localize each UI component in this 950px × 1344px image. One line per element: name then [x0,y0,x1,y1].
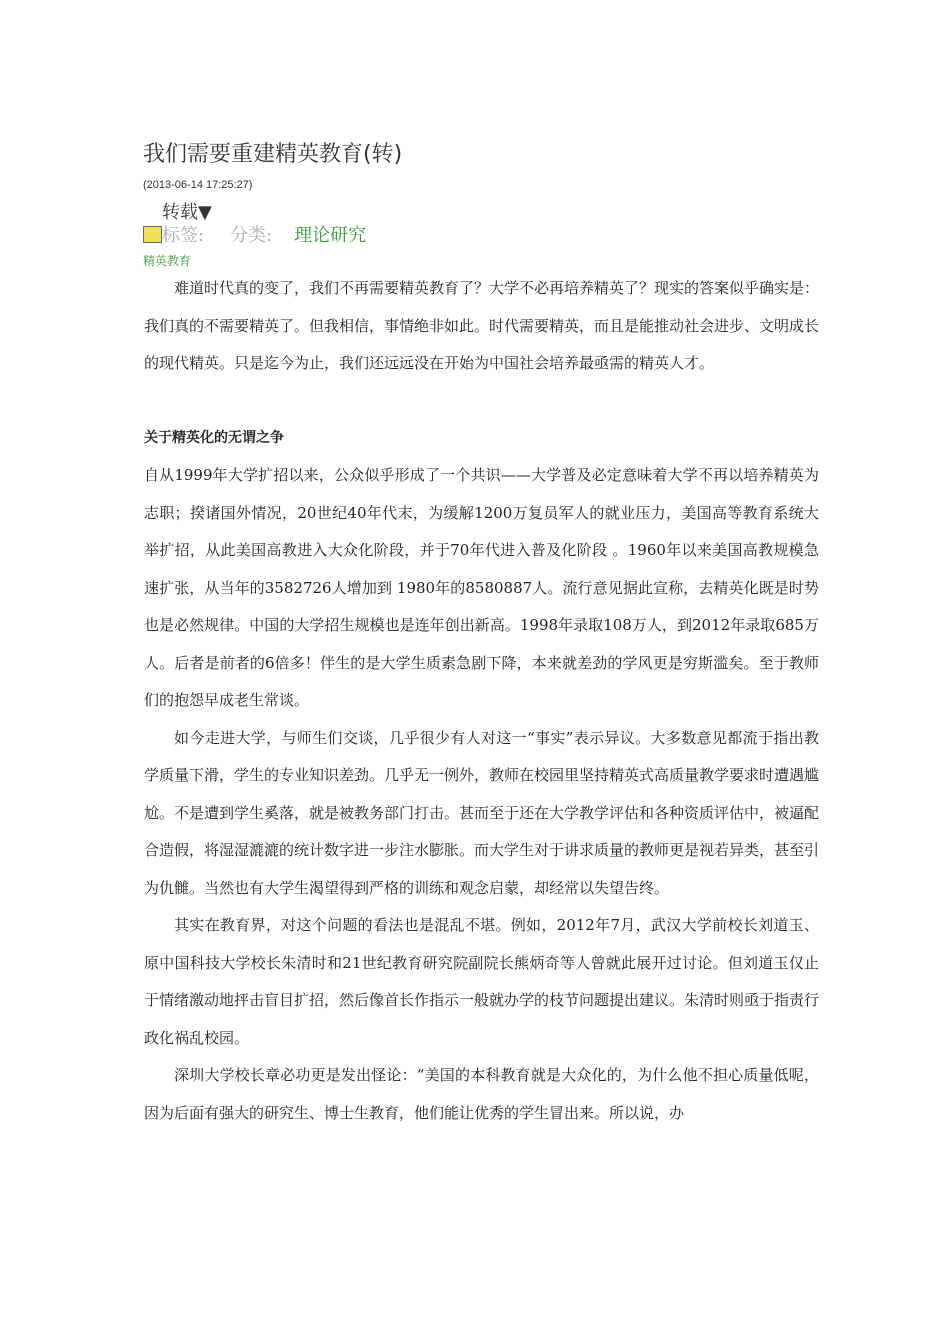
tag-label: 标签: [162,225,205,246]
tag-category-line [143,224,366,248]
page-title: 我们需要重建精英教育(转) [143,142,403,167]
paragraph: 如今走进大学，与师生们交谈，几乎很少有人对这一“事实”表示异议。大多数意见都流于指出教学质量下滑，学生的专业知识差劲。几乎无一例外，教师在校园里坚持精英式高质量教学要求时遭遇尴尬。不是遭到学生奚落，就是被教务部门打击。甚而至于还在大学教学评估和各种资质评估中，被逼配合造假，将湿湿漉漉的统计数字进一步注水膨胀。而大学生对于讲求质量的教师更是视若异类，甚至引为仇雠。当然也有大学生渴望得到严格的训练和观念启蒙，却经常以失望告终。 [144,728,820,897]
repost-toggle[interactable]: 转载▼ [162,202,212,223]
article-body [144,270,819,1132]
paragraph: 自从1999年大学扩招以来，公众似乎形成了一个共识——大学普及必定意味着大学不再以培养精英为志职；揆诸国外情况，20世纪40年代末，为缓解1200万复员军人的就业压力，美国高等教育系统大举扩招，从此美国高教进入大众化阶段，并于70年代进入普及化阶段 。1960年以来美国高教规模急速扩张，从当年的3582726人增加到 1980年的8580887人。流行意见据此宣称，去精英化既是时势也是必然规律。中国的大学招生规模也是连年创出新高。1998年录取108万人，到2012年录取685万人。后者是前者的6倍多！伴生的是大学生质素急剧下降，本来就差劲的学风更是穷斯滥矣。至于教师们的抱怨早成老生常谈。 [144,466,819,709]
post-date: (2013-06-14 17:25:27) [143,179,253,191]
tag-icon [143,226,162,243]
paragraph: 其实在教育界，对这个问题的看法也是混乱不堪。例如，2012年7月，武汉大学前校长刘道玉、原中国科技大学校长朱清时和21世纪教育研究院副院长熊炳奇等人曾就此展开过讨论。但刘道玉仅止于情绪激动地抨击盲目扩招，然后像首长作指示一般就办学的枝节问题提出建议。朱清时则亟于指责行政化祸乱校园。 [144,916,820,1047]
category-label: 分类: [230,225,273,246]
tag-link[interactable]: 精英教育 [143,254,192,268]
section-heading: 关于精英化的无谓之争 [144,429,284,446]
paragraph: 深圳大学校长章必功更是发出怪论：“美国的本科教育就是大众化的，为什么他不担心质量低呢，因为后面有强大的研究生、博士生教育，他们能让优秀的学生冒出来。所以说，办 [144,1066,819,1122]
category-link[interactable]: 理论研究 [294,225,367,246]
paragraph: 难道时代真的变了，我们不再需要精英教育了？大学不必再培养精英了？现实的答案似乎确实是：我们真的不需要精英了。但我相信，事情绝非如此。时代需要精英，而且是能推动社会进步、文明成长的现代精英。只是迄今为止，我们还远远没在开始为中国社会培养最亟需的精英人才。 [144,279,820,372]
